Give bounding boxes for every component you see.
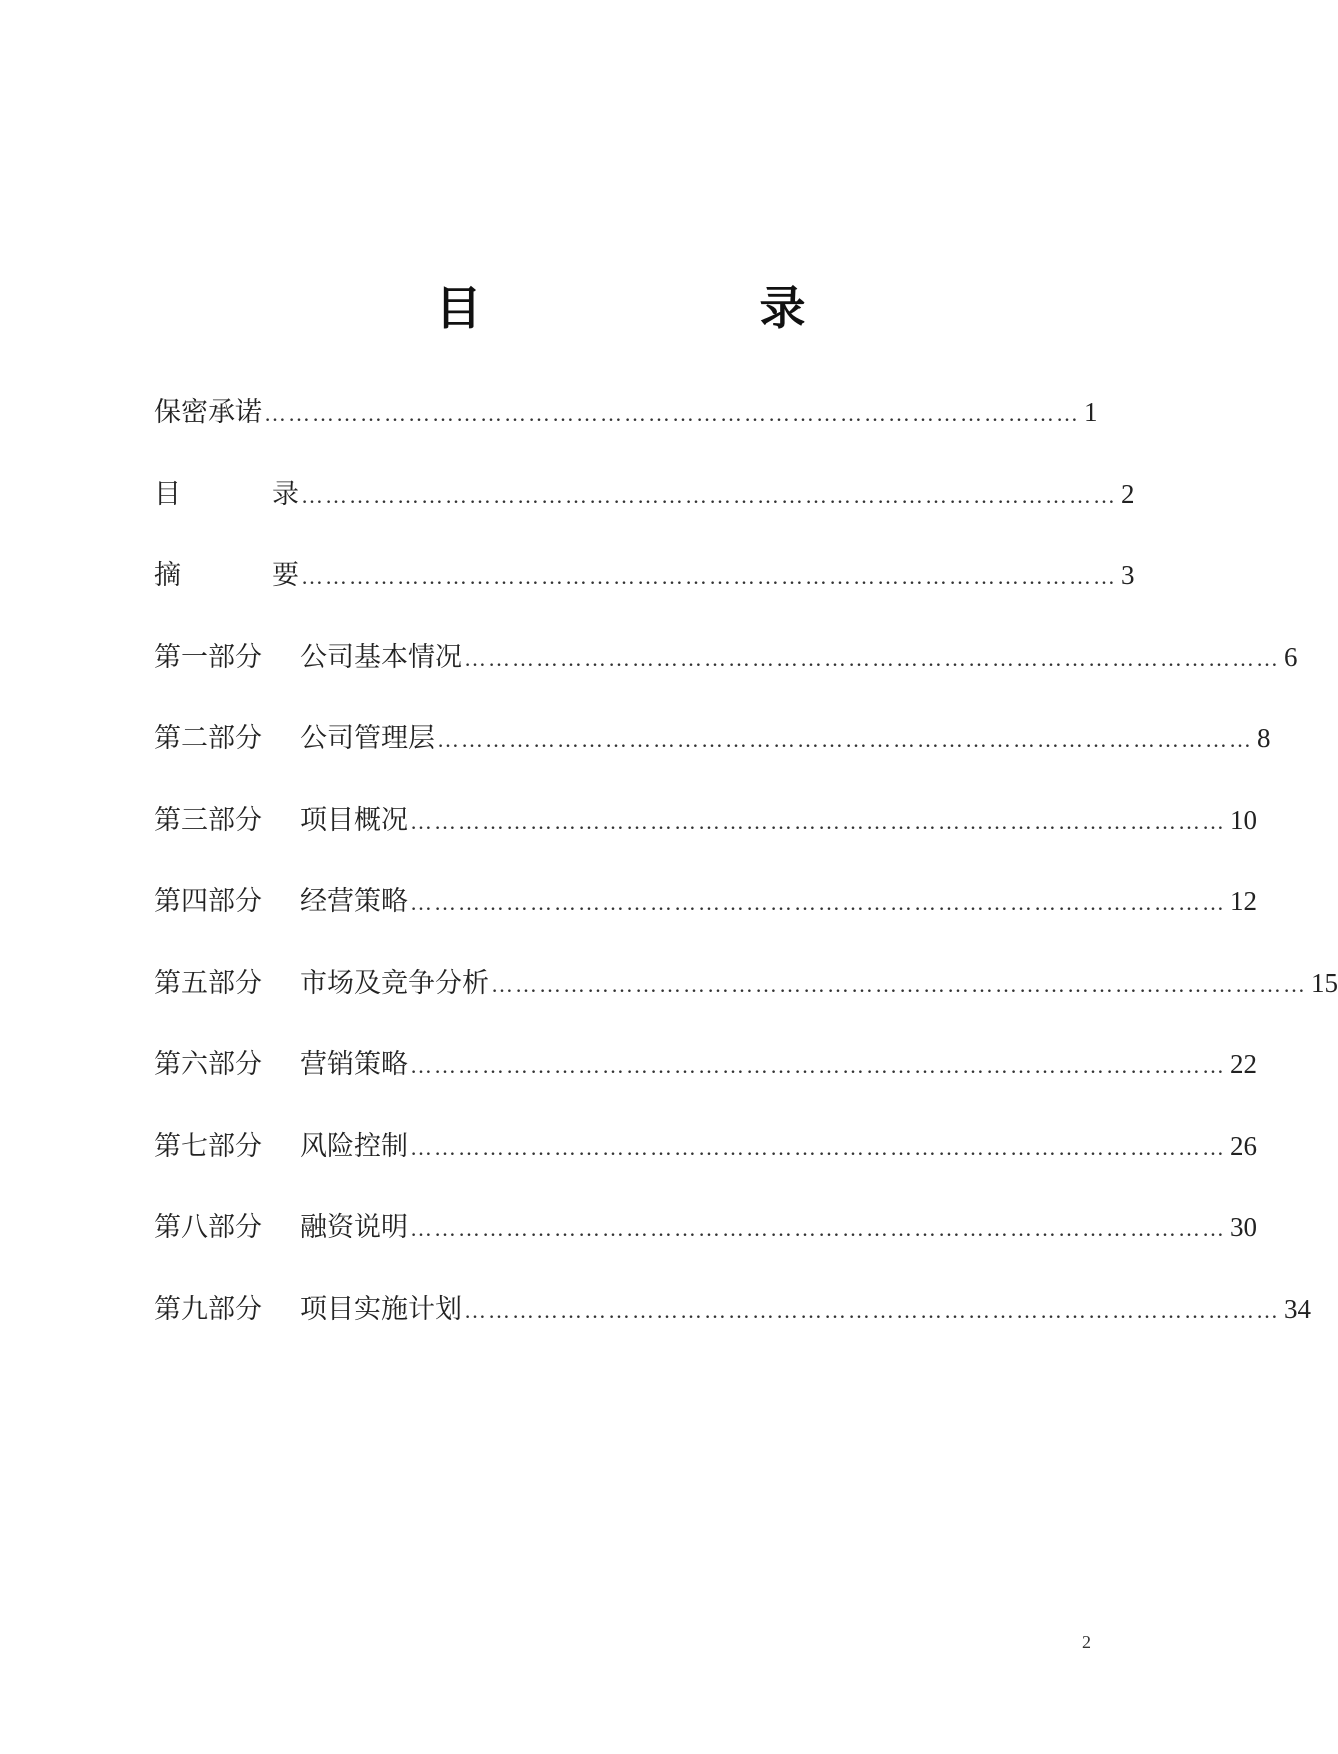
- toc-title: 经营策略: [300, 886, 408, 917]
- toc-leader-dots: …………………………………………………………………………………………: [301, 564, 1117, 589]
- toc-page-number: 30: [1230, 1212, 1257, 1242]
- toc-leader-dots: …………………………………………………………………………………………: [410, 890, 1226, 915]
- page-title: 目 录: [435, 281, 868, 335]
- toc-leader-dots: …………………………………………………………………………………………: [464, 1297, 1280, 1323]
- toc-page-number: 10: [1230, 804, 1257, 835]
- toc-entry[interactable]: [154, 392, 1098, 474]
- toc-leader-dots: …………………………………………………………………………………………: [491, 971, 1307, 997]
- toc-title: 公司基本情况: [300, 641, 462, 673]
- toc-entry[interactable]: [154, 800, 1257, 882]
- toc-leader-dots: …………………………………………………………………………………………: [410, 1053, 1226, 1078]
- toc-leader-dots: …………………………………………………………………………………………: [437, 727, 1253, 752]
- toc-section: 第六部分: [154, 1049, 262, 1080]
- toc-entry[interactable]: [154, 1126, 1257, 1208]
- toc-page-number: 2: [1121, 478, 1135, 509]
- toc-page-number: 26: [1230, 1130, 1257, 1161]
- toc-title: 录: [272, 478, 299, 510]
- toc-page-number: 1: [1084, 397, 1098, 427]
- toc-section: 第四部分: [154, 886, 262, 917]
- toc-entry[interactable]: [154, 1207, 1257, 1289]
- toc-title: 融资说明: [300, 1212, 408, 1243]
- toc-page-number: 12: [1230, 886, 1257, 916]
- toc-entry[interactable]: [154, 637, 1298, 719]
- toc-page-number: 8: [1257, 723, 1271, 753]
- toc-title: 要: [272, 560, 299, 591]
- toc-entry[interactable]: [154, 881, 1257, 963]
- toc-page-number: 15: [1311, 967, 1338, 998]
- toc-leader-dots: …………………………………………………………………………………………: [410, 1216, 1226, 1241]
- toc-leader-dots: …………………………………………………………………………………………: [464, 645, 1280, 671]
- toc-title: 项目实施计划: [300, 1293, 462, 1325]
- toc-entry[interactable]: [154, 718, 1271, 800]
- toc-section: 第一部分: [154, 641, 262, 673]
- toc-leader-dots: …………………………………………………………………………………………: [410, 1134, 1226, 1160]
- toc-section: 第三部分: [154, 804, 262, 836]
- toc-title: 营销策略: [300, 1049, 408, 1080]
- toc-section: 目: [154, 478, 181, 510]
- toc-entry[interactable]: [154, 474, 1135, 556]
- toc-title: 风险控制: [300, 1130, 408, 1162]
- toc-entry[interactable]: [154, 1289, 1311, 1371]
- toc-section: 第二部分: [154, 723, 262, 754]
- toc-title: 公司管理层: [300, 723, 435, 754]
- page-number: 2: [1082, 1632, 1091, 1652]
- toc-section: 第八部分: [154, 1212, 262, 1243]
- toc-page-number: 3: [1121, 560, 1135, 590]
- toc-entry[interactable]: [154, 963, 1338, 1045]
- toc-section: 摘: [154, 560, 181, 591]
- toc-page-number: 22: [1230, 1049, 1257, 1079]
- toc-entry[interactable]: [154, 1044, 1257, 1126]
- toc-page-number: 6: [1284, 641, 1298, 672]
- toc-leader-dots: …………………………………………………………………………………………: [264, 401, 1080, 426]
- toc-title: 市场及竞争分析: [300, 967, 489, 999]
- toc-leader-dots: …………………………………………………………………………………………: [301, 482, 1117, 508]
- toc-title: 保密承诺: [154, 397, 262, 428]
- toc-section: 第九部分: [154, 1293, 262, 1325]
- toc-section: 第七部分: [154, 1130, 262, 1162]
- toc-leader-dots: …………………………………………………………………………………………: [410, 808, 1226, 834]
- toc-page-number: 34: [1284, 1293, 1311, 1324]
- toc-entry[interactable]: [154, 555, 1135, 637]
- toc-title: 项目概况: [300, 804, 408, 836]
- table-of-contents: [154, 392, 1338, 1370]
- toc-section: 第五部分: [154, 967, 262, 999]
